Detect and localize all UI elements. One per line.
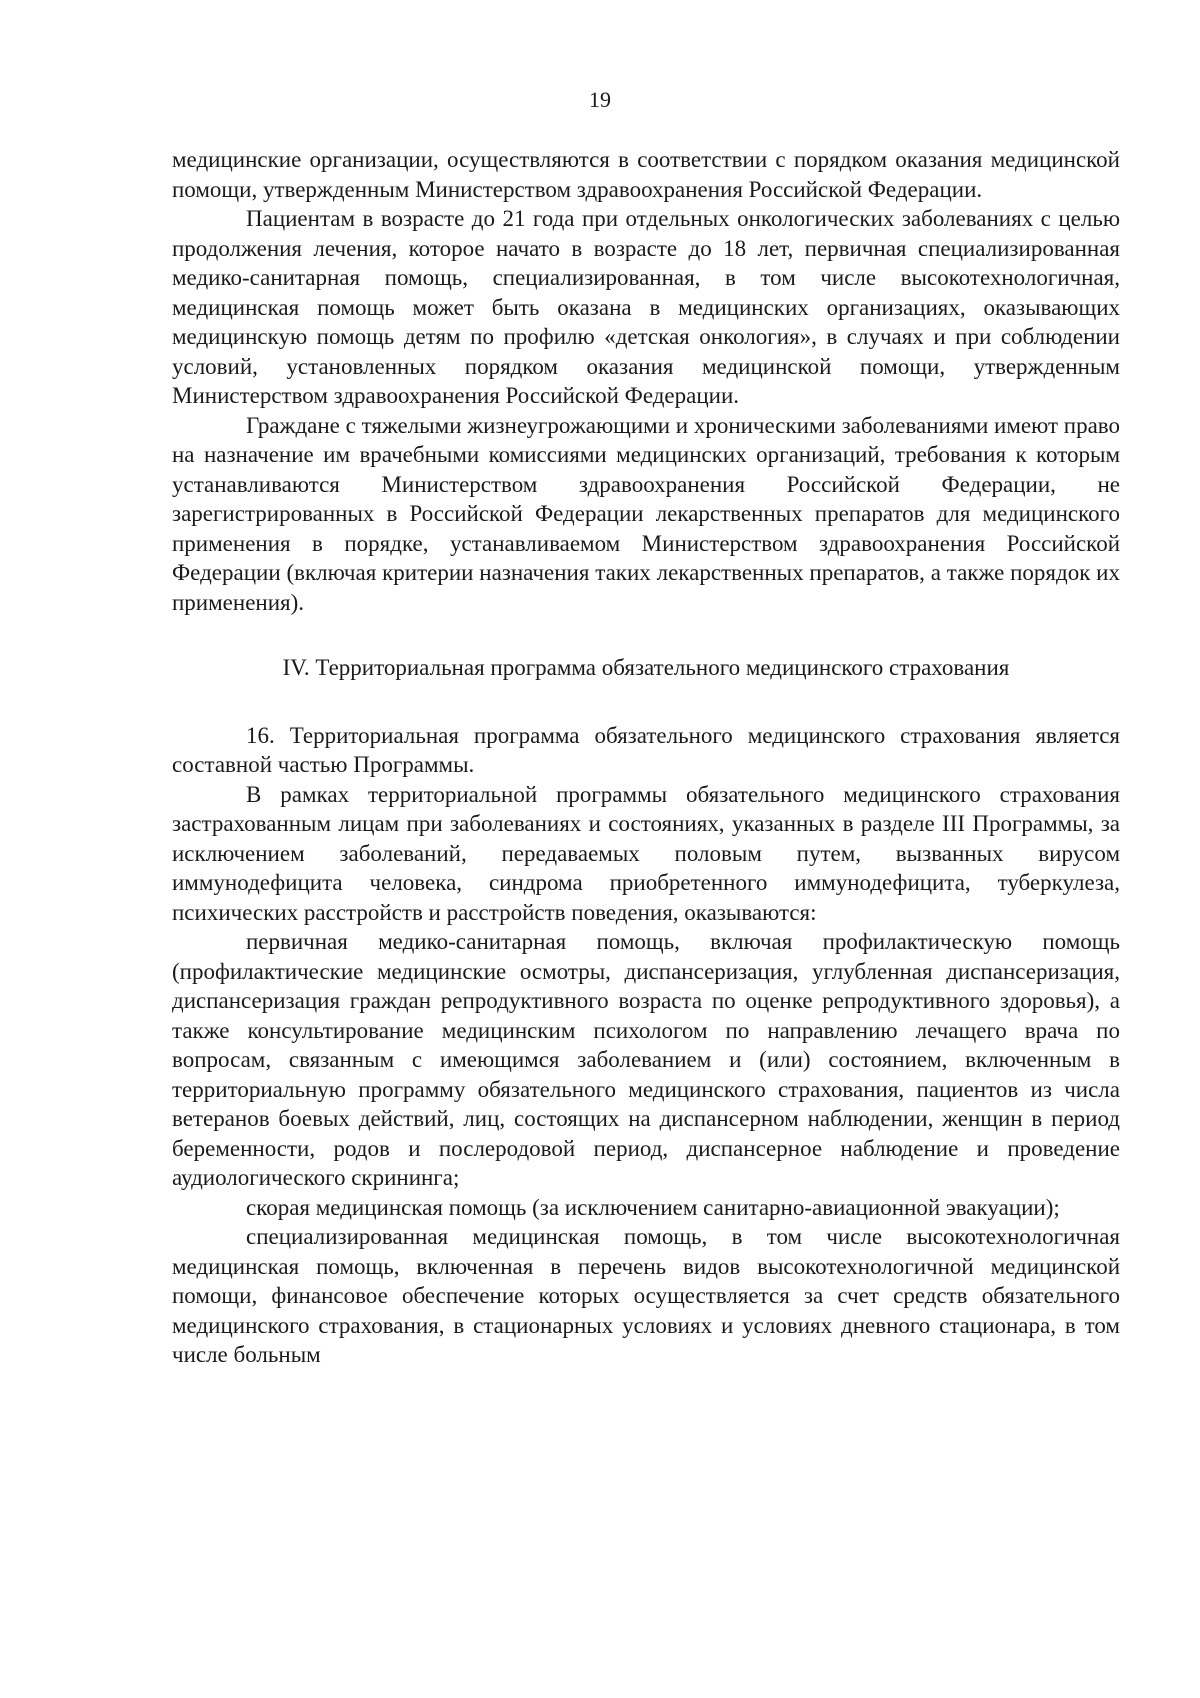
document-body: [172, 145, 1120, 1370]
page-number: 19: [589, 87, 611, 112]
paragraph: 16. Территориальная программа обязательного медицинского страхования является составной частью Программы.: [172, 722, 1120, 777]
paragraph: первичная медико-санитарная помощь, включая профилактическую помощь (профилактические медицинские осмотры, диспансеризация, углубленная диспансеризация, диспансеризация граждан репродуктивного возраста по оценке репродуктивного здоровья), а также консультирование медицинским психологом по направлению лечащего врача по вопросам, связанным с имеющимся заболеванием и (или) состоянием, включенным в территориальную программу обязательного медицинского страхования, пациентов из числа ветеранов боевых действий, лиц, состоящих на диспансерном наблюдении, женщин в период беременности, родов и послеродовой период, диспансерное наблюдение и проведение аудиологического скрининга;: [172, 929, 1120, 1190]
section-heading: IV. Территориальная программа обязательного медицинского страхования: [282, 655, 1010, 680]
paragraph: скорая медицинская помощь (за исключением санитарно-авиационной эвакуации);: [246, 1194, 1060, 1220]
paragraph: В рамках территориальной программы обязательного медицинского страхования застрахованным лицам при заболеваниях и состояниях, указанных в разделе III Программы, за исключением заболеваний, передаваемых половым путем, вызванных вирусом иммунодефицита человека, синдрома приобретенного иммунодефицита, туберкулеза, психических расстройств и расстройств поведения, оказываются:: [172, 781, 1120, 925]
paragraph: специализированная медицинская помощь, в том числе высокотехнологичная медицинская помощь, включенная в перечень видов высокотехнологичной медицинской помощи, финансовое обеспечение которых осуществляется за счет средств обязательного медицинского страхования, в стационарных условиях и условиях дневного стационара, в том числе больным: [172, 1224, 1120, 1367]
paragraph: медицинские организации, осуществляются в соответствии с порядком оказания медицинской помощи, утвержденным Министерством здравоохранения Российской Федерации.: [172, 147, 1120, 202]
paragraph: Граждане с тяжелыми жизнеугрожающими и хроническими заболеваниями имеют право на назначение им врачебными комиссиями медицинских организаций, требования к которым устанавливаются Министерством здравоохранения Российской Федерации, не зарегистрированных в Российской Федерации лекарственных препаратов для медицинского применения в порядке, устанавливаемом Министерством здравоохранения Российской Федерации (включая критерии назначения таких лекарственных препаратов, а также порядок их применения).: [172, 412, 1121, 615]
paragraph: Пациентам в возрасте до 21 года при отдельных онкологических заболеваниях с целью продолжения лечения, которое начато в возрасте до 18 лет, первичная специализированная медико-санитарная помощь, специализированная, в том числе высокотехнологичная, медицинская помощь может быть оказана в медицинских организациях, оказывающих медицинскую помощь детям по профилю «детская онкология», в случаях и при соблюдении условий, установленных порядком оказания медицинской помощи, утвержденным Министерством здравоохранения Российской Федерации.: [172, 206, 1120, 408]
